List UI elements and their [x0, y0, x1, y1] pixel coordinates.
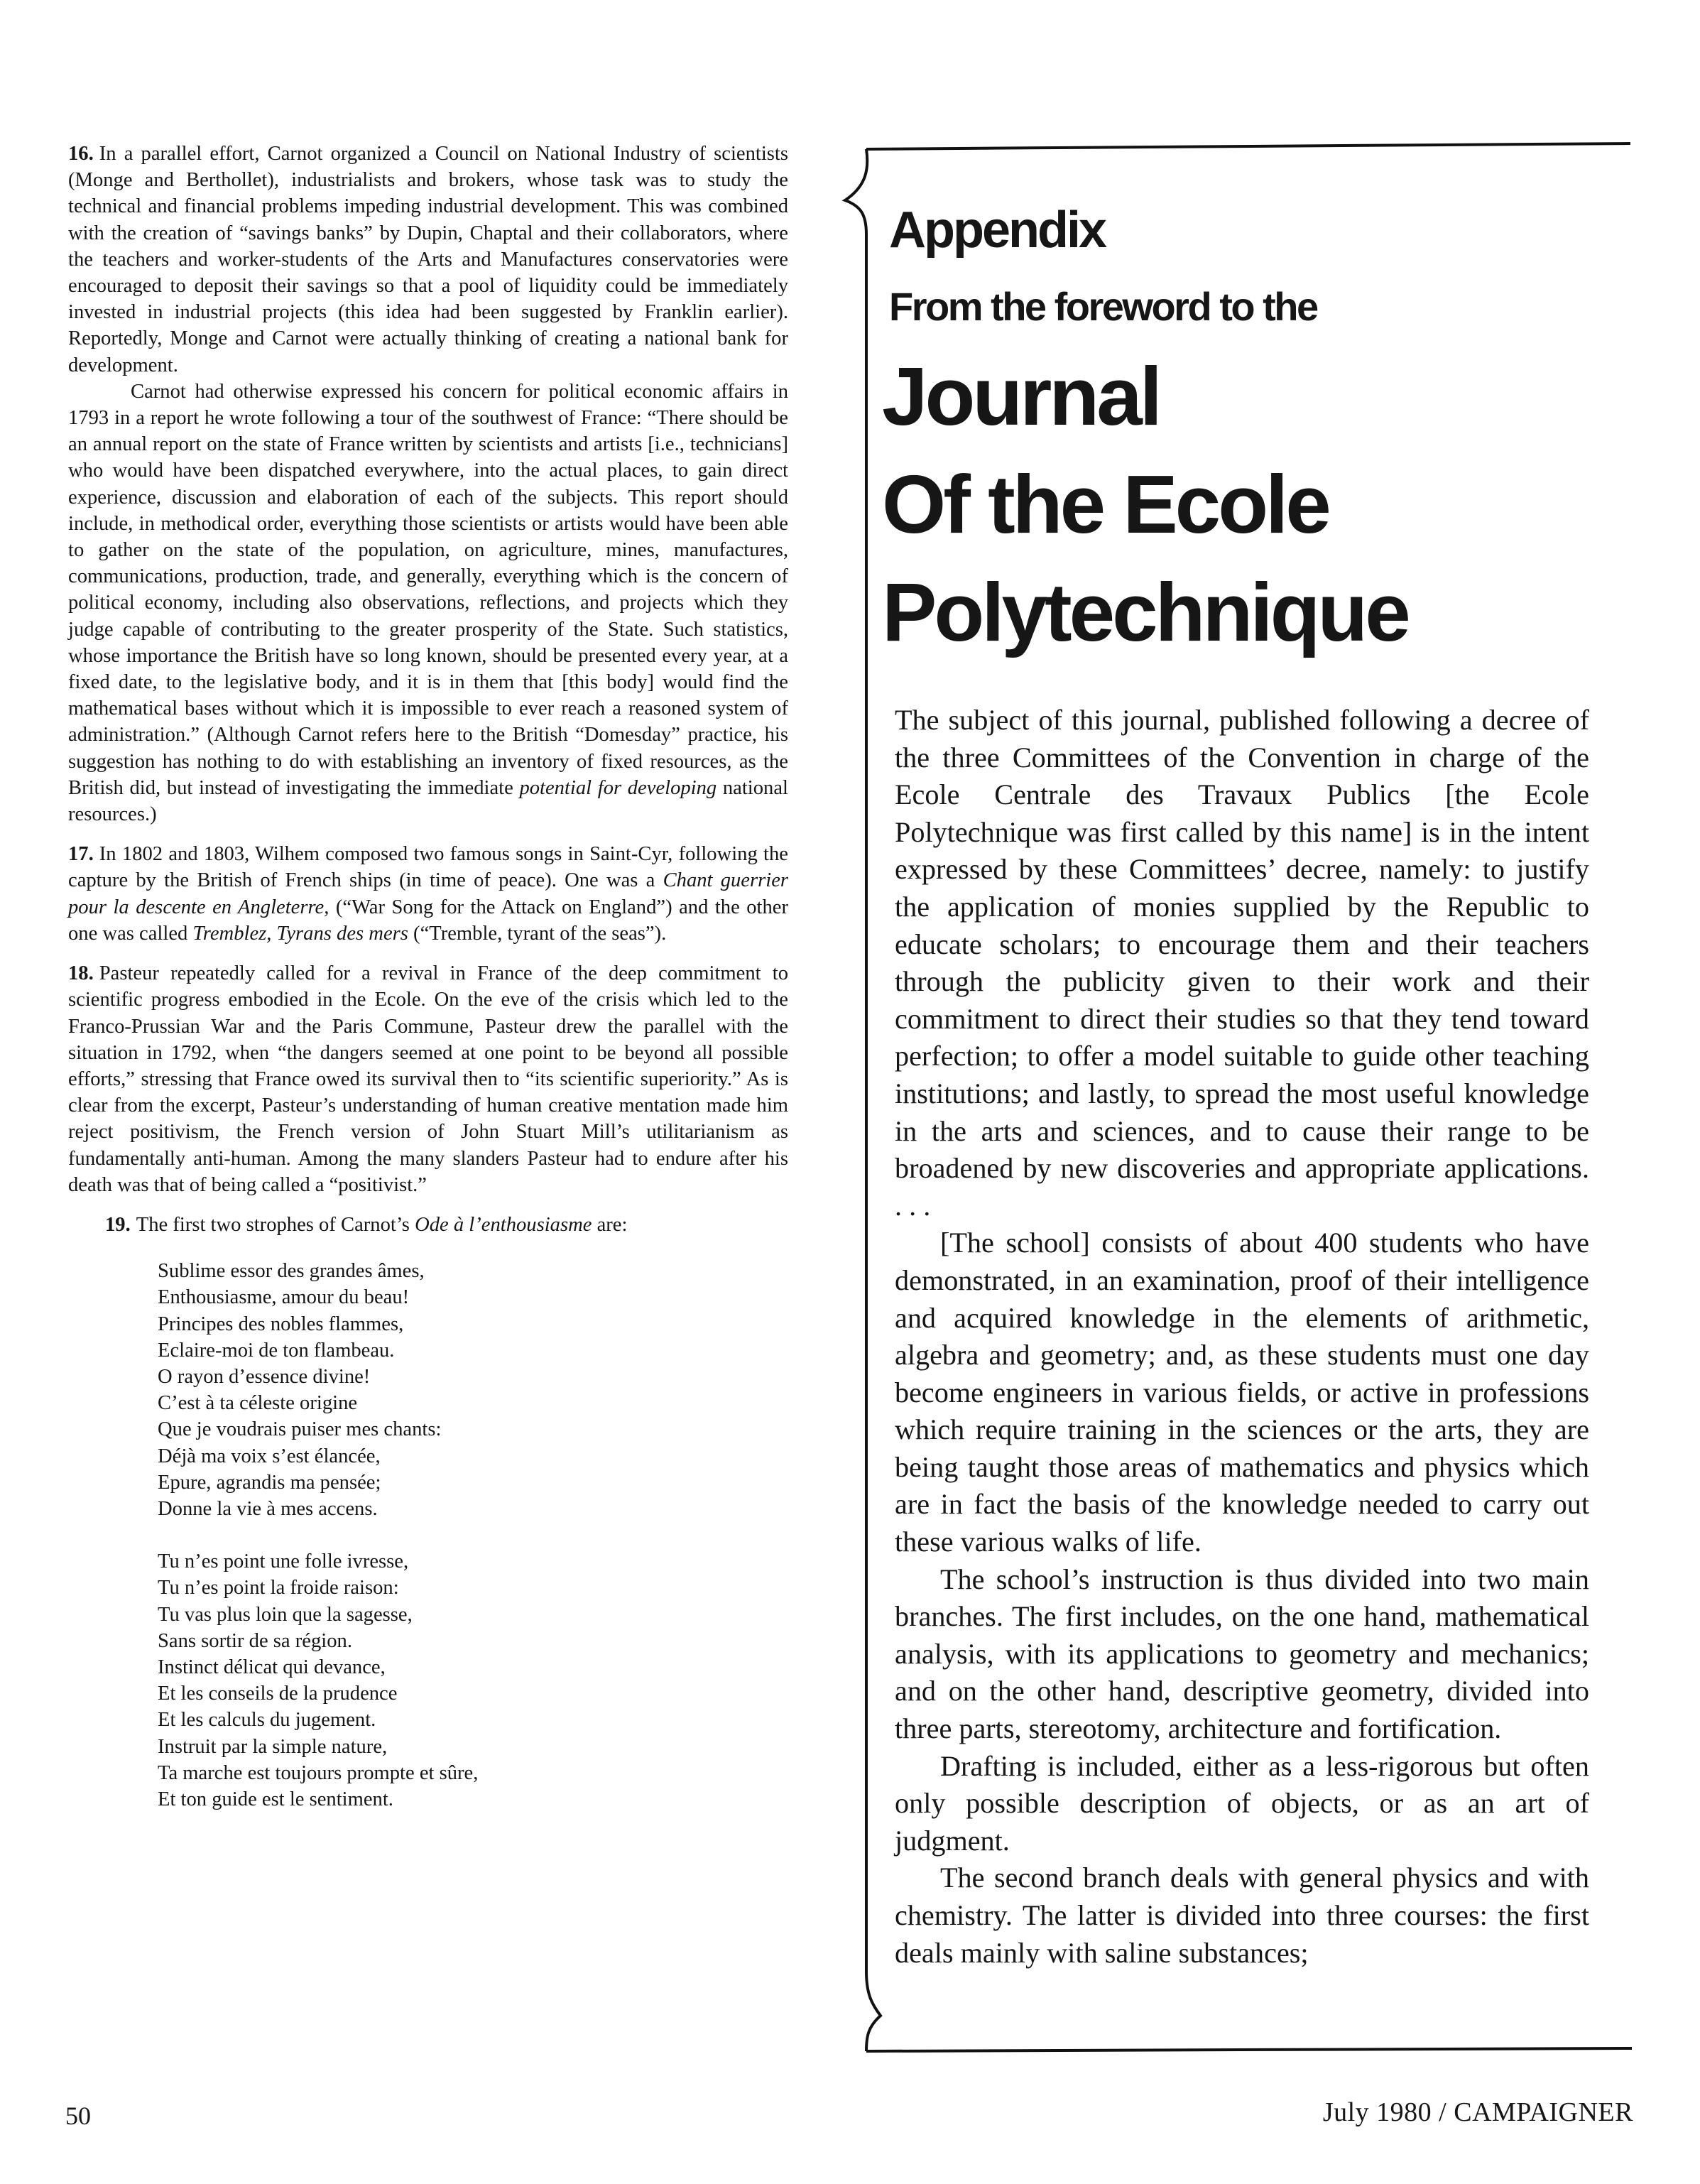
appendix-heading: Appendix [889, 202, 1106, 259]
footnote-17 [68, 841, 788, 947]
poem-line: Tu n’es point une folle ivresse, [158, 1550, 409, 1573]
footnote-18 [68, 960, 788, 1198]
footnote-number: 19. [105, 1213, 131, 1236]
journal-title [882, 342, 1408, 666]
poem-line: Instinct délicat qui devance, [158, 1656, 386, 1678]
poem-line: C’est à ta céleste origine [158, 1392, 358, 1415]
footnote-number: 16. [68, 143, 94, 165]
footnote-text: (“Tremble, tyrant of the seas”). [413, 922, 667, 945]
footnote-text: Pasteur repeatedly called for a revival in France of the deep commitment to scientific progress embodied in the Ecole. On the eve of the crisis which led to the Franco-Prussian War and the Paris Commune, Pasteur drew the parallel with the situation in 1792, when “the dangers seemed at one point to be beyond all possible efforts,” stressing that France owed its survival then to “its scientific superiority.” As is clear from the excerpt, Pasteur’s understanding of human creative mentation made him reject positivism, the French version of John Stuart Mill’s utilitarianism as fundamentally anti-human. Among the many slanders Pasteur had to endure after his death was that of being called a “positivist.” [68, 962, 788, 1196]
page-number: 50 [65, 2102, 91, 2130]
footnote-emphasis: potential for developing [519, 776, 717, 799]
poem-line: Enthousiasme, amour du beau! [158, 1286, 410, 1309]
running-footer: July 1980 / CAMPAIGNER [1322, 2097, 1633, 2127]
poem-line: Donne la vie à mes accens. [158, 1497, 378, 1520]
appendix-paragraph: The subject of this journal, published following a decree of the three Committees of the Convention in charge of the Ecole Centrale des Travaux Publics [the Ecole Polytechnique was first called by this name] is in the intent expressed by these Committees’ decree, namely: to justify the application of monies supplied by the Republic to educate scholars; to encourage them and their teachers through the publicity given to their work and their commitment to direct their studies so that they tend toward perfection; to offer a model suitable to guide other teaching institutions; and lastly, to spread the most useful knowledge in the arts and sciences, and to cause their range to be broadened by new discoveries and appropriate applications. . . . [895, 704, 1589, 1222]
footnote-16 [68, 141, 788, 827]
appendix-subheading: From the foreword to the [889, 284, 1317, 329]
appendix-body [895, 702, 1589, 1972]
footnote-text: In 1802 and 1803, Wilhem composed two famous songs in Saint-Cyr, following the capture by the British of French ships (in time of peace). One was a [68, 843, 788, 892]
poem-line: Instruit par la simple nature, [158, 1735, 388, 1758]
footnote-text: The first two strophes of Carnot’s [136, 1213, 410, 1236]
footnote-number: 17. [68, 843, 94, 866]
title-line: Of the Ecole [882, 458, 1329, 550]
footnote-text: In a parallel effort, Carnot organized a Council on National Industry of scientists (Monge and Berthollet), industrialists and brokers, whose task was to study the technical and financial problems impeding industrial development. This was combined with the creation of “savings banks” by Dupin, Chaptal and their collaborators, where the teachers and worker-students of the Arts and Manufactures conservatories were encouraged to deposit their savings so that a pool of liquidity could be immediately invested in industrial projects (this idea had been suggested by Franklin earlier). Reportedly, Monge and Carnot were actually thinking of creating a national bank for development. [68, 143, 788, 376]
carnot-ode-poem [158, 1258, 788, 1813]
appendix-paragraph: The second branch deals with general physics and with chemistry. The latter is divided into three courses: the first deals mainly with saline substances; [895, 1862, 1589, 1969]
appendix-paragraph: Drafting is included, either as a less-rigorous but often only possible description of objects, or as an art of judgment. [895, 1749, 1589, 1857]
poem-line: Et les calculs du jugement. [158, 1709, 376, 1732]
footnote-number: 18. [68, 962, 94, 985]
title-line: Polytechnique [882, 566, 1408, 658]
footnote-19 [105, 1212, 788, 1238]
footnote-16-para-1 [68, 141, 788, 379]
poem-title: Ode à l’enthousiasme [415, 1213, 592, 1236]
footnote-text: Carnot had otherwise expressed his concern for political economic affairs in 1793 in a report he wrote following a tour of the southwest of France: “There should be an annual report on the state of France written by scientists and artists [i.e., technicians] who would have been dispatched everywhere, into the actual places, to gain direct experience, discussion and elaboration of each of the subjects. This report should include, in methodical order, everything those scientists or artists would have been able to gather on the state of the population, on agriculture, mines, manufactures, communications, production, trade, and generally, everything which is the concern of political economy, including also observations, reflections, and projects which they judge capable of contributing to the greater prosperity of the State. Such statistics, whose importance the British have so long known, should be presented every year, at a fixed date, to the legislative body, and it is in them that [this body] would find the mathematical bases without which it is impossible to ever reach a reasoned system of administration.” (Although Carnot refers here to the British “Domesday” practice, his suggestion has nothing to do with establishing an inventory of fixed resources, as the British did, but instead of investigating the immediate [68, 380, 788, 799]
title-line: Journal [882, 350, 1160, 442]
poem-line: Et les conseils de la prudence [158, 1683, 398, 1705]
poem-line: Sans sortir de sa région. [158, 1629, 352, 1652]
appendix-paragraph: The school’s instruction is thus divided into two main branches. The first includes, on the one hand, mathematical analysis, with its applications to geometry and mechanics; and on the other hand, descriptive geometry, divided into three parts, stereotomy, architecture and fortification. [895, 1563, 1589, 1745]
poem-line: Déjà ma voix s’est élancée, [158, 1445, 381, 1467]
poem-line: Tu n’es point la froide raison: [158, 1577, 399, 1599]
poem-line: Epure, agrandis ma pensée; [158, 1471, 381, 1494]
poem-line: Sublime essor des grandes âmes, [158, 1260, 425, 1283]
poem-line: Et ton guide est le sentiment. [158, 1788, 393, 1810]
poem-line: Eclaire-moi de ton flambeau. [158, 1339, 395, 1362]
footnote-16-para-2 [68, 379, 788, 827]
poem-stanza-1 [158, 1258, 788, 1522]
footnote-text: are: [596, 1213, 628, 1236]
poem-line: Principes des nobles flammes, [158, 1313, 404, 1335]
poem-line: Tu vas plus loin que la sagesse, [158, 1603, 413, 1626]
footnote-text: national resources.) [68, 776, 788, 826]
song-title: Tremblez, Tyrans des mers [192, 922, 408, 945]
poem-line: Ta marche est toujours prompte et sûre, [158, 1761, 479, 1784]
poem-line: Que je voudrais puiser mes chants: [158, 1418, 442, 1441]
footnotes-column [68, 141, 788, 1839]
appendix-paragraph: [The school] consists of about 400 students who have demonstrated, in an examination, proof of their intelligence and acquired knowledge in the elements of arithmetic, algebra and geometry; and, as these students must one day become engineers in various fields, or active in professions which require training in the sciences or the arts, they are being taught those areas of mathematics and physics which are in fact the basis of the knowledge needed to carry out these various walks of life. [895, 1227, 1589, 1558]
poem-line: O rayon d’essence divine! [158, 1365, 371, 1388]
appendix-box [838, 141, 1632, 2055]
song-title: Chant guerrier pour la descente en Angleterre, [68, 869, 789, 918]
poem-stanza-2 [158, 1548, 788, 1813]
footnote-text: (“War Song for the Attack on England”) and the other one was called [68, 896, 788, 945]
